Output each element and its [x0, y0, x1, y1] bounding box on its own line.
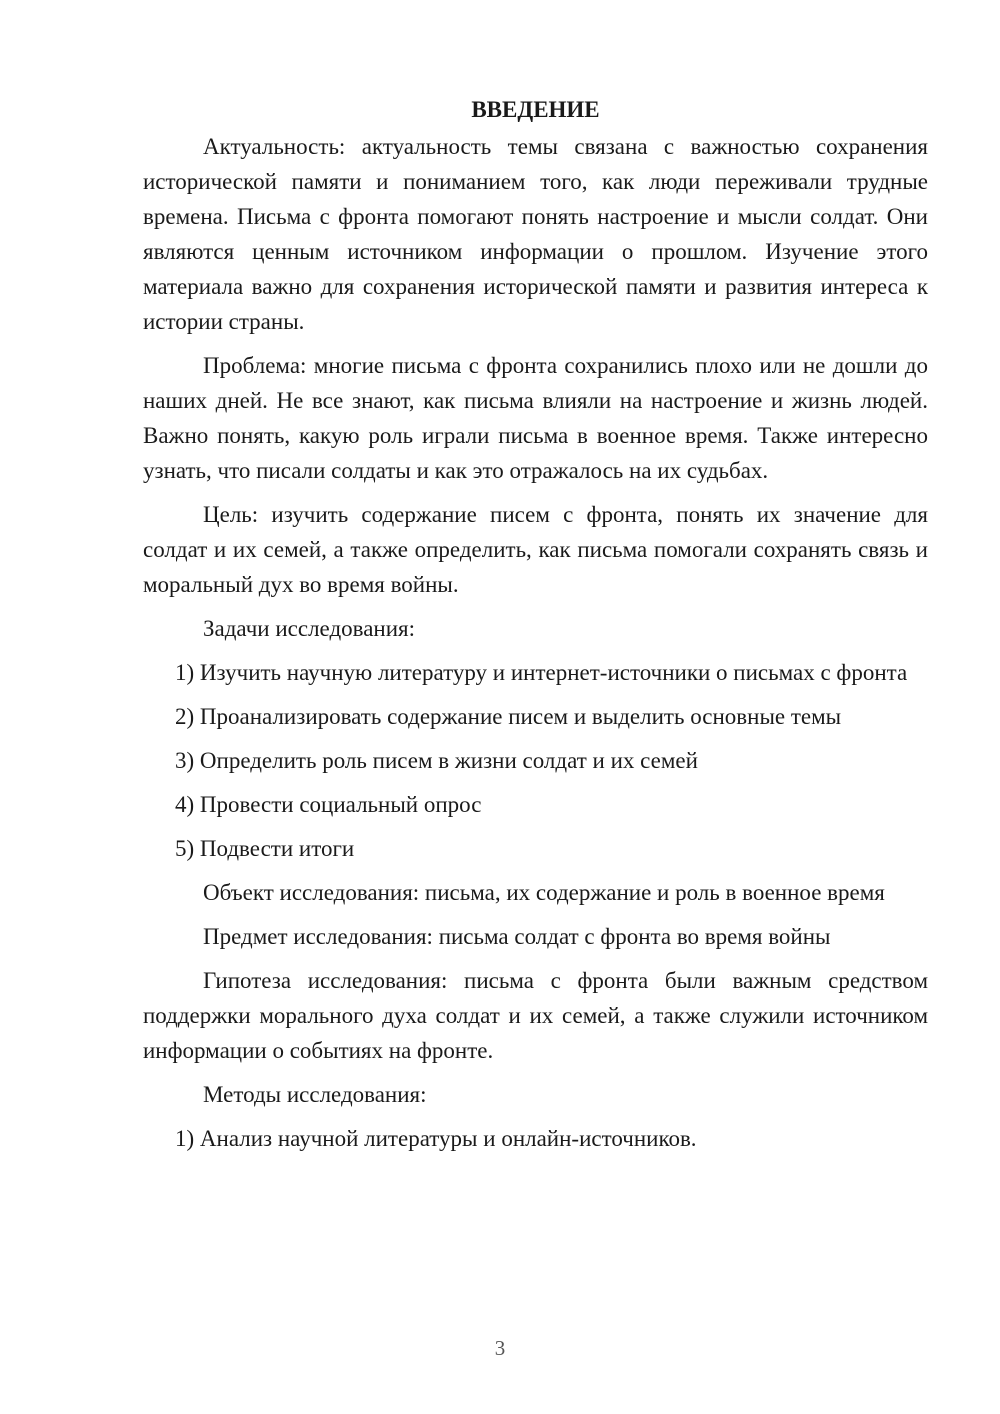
subject-paragraph: Предмет исследования: письма солдат с фронта во время войны — [203, 924, 831, 949]
tasks-label: Задачи исследования: — [203, 616, 416, 641]
page-number: 3 — [494, 1336, 506, 1360]
relevance-paragraph: Актуальность: актуальность темы связана с важностью сохранения исторической памяти и пониманием того, как люди переживали трудные времена. Письма с фронта помогают понять настроение и мысли солдат. Они являются ценным источником информации о прошлом. Изучение этого материала важно для сохранения исторической памяти и развития интереса к истории страны. — [143, 134, 928, 334]
task-item-2: 2) Проанализировать содержание писем и выделить основные темы — [175, 704, 842, 729]
task-item-1: 1) Изучить научную литературу и интернет-источники о письмах с фронта — [175, 660, 908, 685]
goal-paragraph: Цель: изучить содержание писем с фронта, понять их значение для солдат и их семей, а также определить, как письма помогали сохранять связь и моральный дух во время войны. — [143, 502, 928, 597]
task-item-4: 4) Провести социальный опрос — [175, 792, 482, 817]
task-item-5: 5) Подвести итоги — [175, 836, 355, 861]
object-paragraph: Объект исследования: письма, их содержание и роль в военное время — [203, 880, 885, 905]
method-item-1: 1) Анализ научной литературы и онлайн-источников. — [175, 1126, 697, 1151]
page-content — [143, 95, 928, 1156]
methods-label: Методы исследования: — [203, 1082, 427, 1107]
section-heading: ВВЕДЕНИЕ — [471, 97, 600, 122]
hypothesis-paragraph: Гипотеза исследования: письма с фронта были важным средством поддержки морального духа солдат и их семей, а также служили источником информации о событиях на фронте. — [143, 968, 928, 1063]
problem-paragraph: Проблема: многие письма с фронта сохранились плохо или не дошли до наших дней. Не все знают, как письма влияли на настроение и жизнь людей. Важно понять, какую роль играли письма в военное время. Также интересно узнать, что писали солдаты и как это отражалось на их судьбах. — [143, 353, 928, 483]
task-item-3: 3) Определить роль писем в жизни солдат и их семей — [175, 748, 698, 773]
